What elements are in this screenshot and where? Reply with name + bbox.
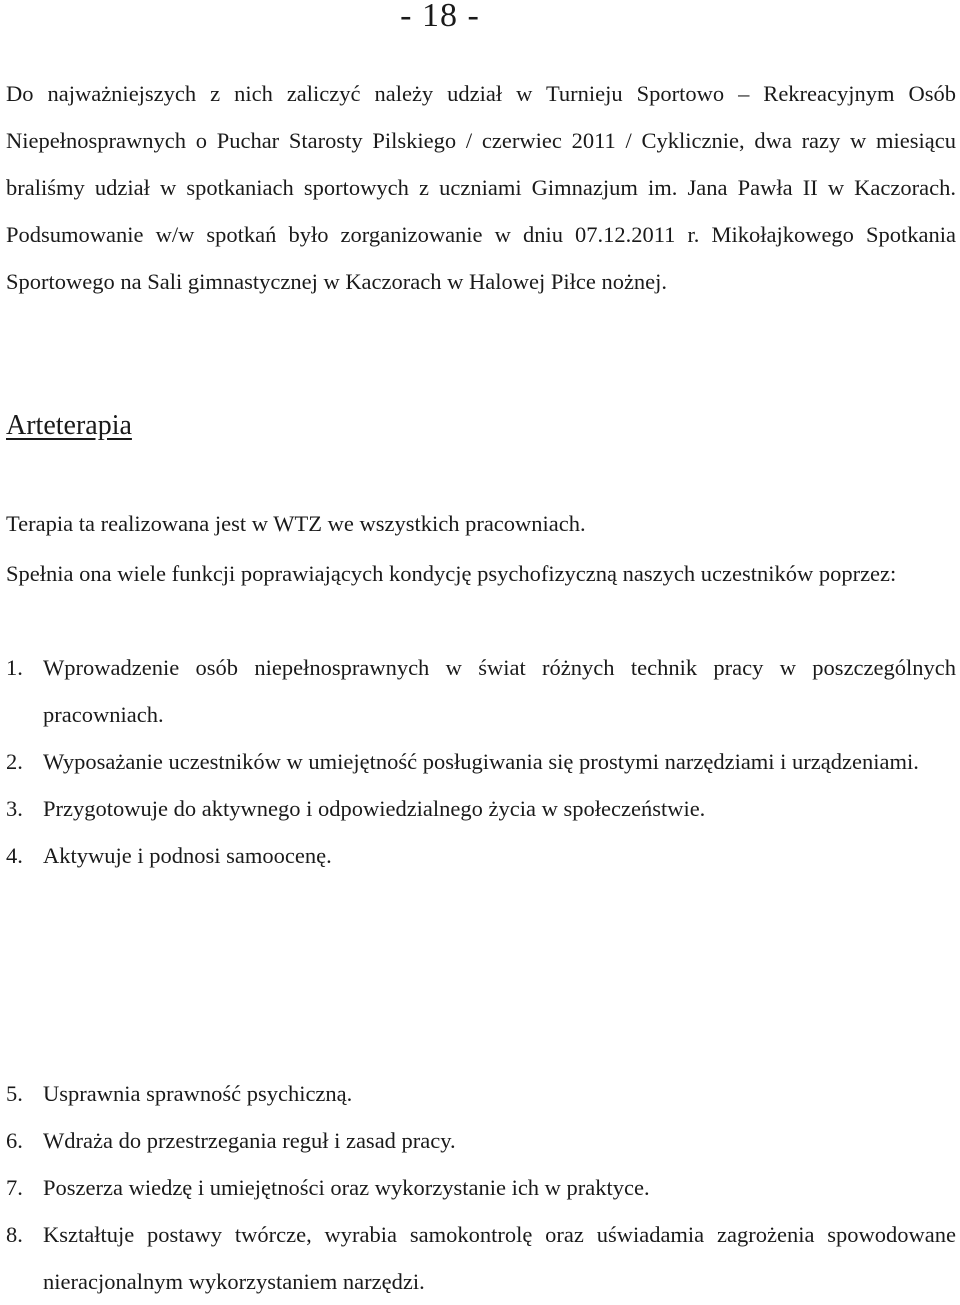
page-number: - 18 -: [400, 0, 480, 34]
list-item: [6, 1211, 956, 1305]
list-item-text: Kształtuje postawy twórcze, wyrabia samokontrolę oraz uświadamia zagrożenia spowodowane nieracjonalnym wykorzystaniem narzędzi.: [43, 1222, 956, 1294]
list-item-number: 4.: [6, 843, 23, 868]
list-item-number: 3.: [6, 796, 23, 821]
section-lead: Spełnia ona wiele funkcji poprawiających kondycję psychofizyczną naszych uczestników poprzez:: [6, 561, 897, 586]
list-item-number: 7.: [6, 1175, 23, 1200]
list-item: [6, 738, 956, 785]
list-item-text: Wyposażanie uczestników w umiejętność posługiwania się prostymi narzędziami i urządzeniami.: [43, 749, 919, 774]
intro-paragraph: Do najważniejszych z nich zaliczyć należy udział w Turnieju Sportowo – Rekreacyjnym Osób Niepełnosprawnych o Puchar Starosty Pilskiego / czerwiec 2011 / Cyklicznie, dwa razy w miesiącu braliśmy udział w spotkaniach sportowych z uczniami Gimnazjum im. Jana Pawła II w Kaczorach. Podsumowanie w/w spotkań było zorganizowanie w dniu 07.12.2011 r. Mikołajkowego Spotkania Sportowego na Sali gimnastycznej w Kaczorach w Halowej Piłce nożnej.: [6, 81, 956, 294]
section-intro: Terapia ta realizowana jest w WTZ we wszystkich pracowniach.: [6, 511, 586, 536]
list-item-number: 5.: [6, 1081, 23, 1106]
list-item-number: 2.: [6, 749, 23, 774]
list-item: [6, 1164, 956, 1211]
list-item-text: Aktywuje i podnosi samoocenę.: [43, 843, 332, 868]
list-item-number: 1.: [6, 655, 23, 680]
list-item-text: Przygotowuje do aktywnego i odpowiedzialnego życia w społeczeństwie.: [43, 796, 706, 821]
section-heading: Arteterapia: [6, 410, 132, 441]
benefits-list-part-1: [6, 644, 956, 879]
list-item-number: 6.: [6, 1128, 23, 1153]
list-item-text: Wdraża do przestrzegania reguł i zasad pracy.: [43, 1128, 456, 1153]
benefits-list-part-2: [6, 1070, 956, 1305]
list-item-text: Wprowadzenie osób niepełnosprawnych w świat różnych technik pracy w poszczególnych pracowniach.: [43, 655, 956, 727]
list-item-text: Poszerza wiedzę i umiejętności oraz wykorzystanie ich w praktyce.: [43, 1175, 650, 1200]
list-item-text: Usprawnia sprawność psychiczną.: [43, 1081, 353, 1106]
list-item: [6, 1117, 956, 1164]
list-item: [6, 832, 956, 879]
list-item: [6, 785, 956, 832]
list-item: [6, 1070, 956, 1117]
list-item: [6, 644, 956, 738]
list-item-number: 8.: [6, 1222, 23, 1247]
